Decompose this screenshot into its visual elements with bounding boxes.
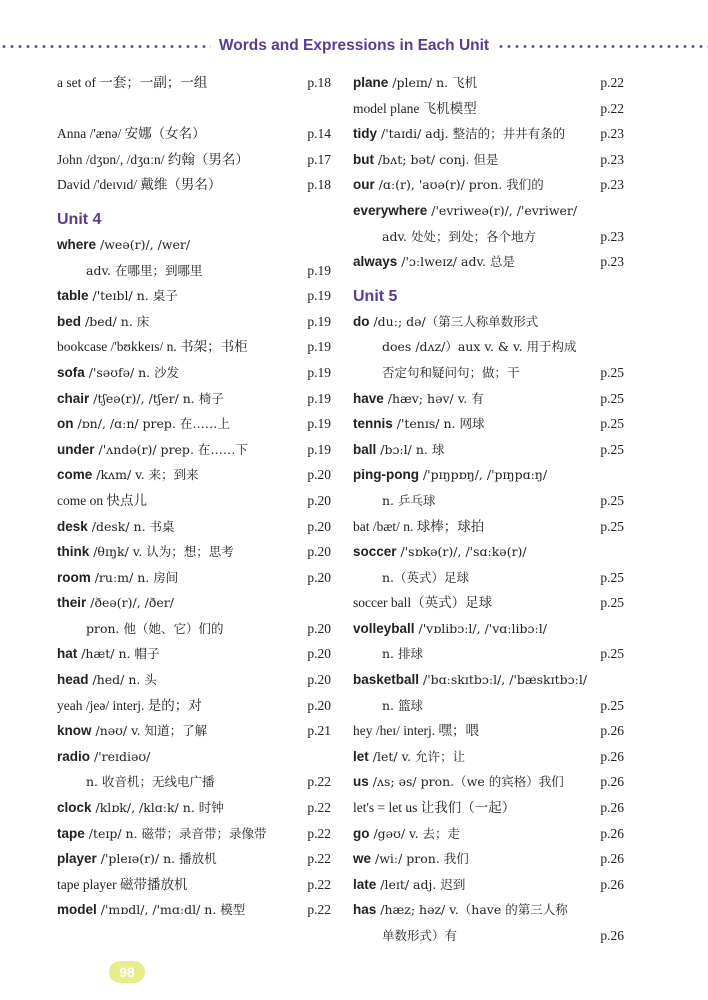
section-title: Words and Expressions in Each Unit	[218, 37, 490, 54]
page-reference: p.25	[600, 390, 624, 406]
vocab-entry	[353, 846, 624, 872]
page-reference: p.20	[307, 672, 331, 688]
entry-text	[57, 565, 178, 592]
entry-definition: /hed/ n. 头	[88, 672, 157, 688]
page-reference: p.19	[307, 288, 331, 304]
page-reference: p.19	[307, 364, 331, 380]
entry-text	[382, 693, 423, 720]
entry-definition: Anna /'ænə/ 安娜（女名）	[57, 126, 206, 142]
page-reference: p.19	[307, 416, 331, 432]
headword: but	[353, 151, 374, 167]
entry-definition: /kʌm/ v. 来；到来	[92, 467, 199, 483]
page-reference: p.20	[307, 646, 331, 662]
vocab-entry	[57, 514, 331, 540]
headword: soccer	[353, 544, 397, 560]
page-reference: p.25	[600, 441, 624, 457]
page-reference: p.20	[307, 544, 331, 560]
entry-text	[353, 590, 492, 617]
entry-text	[57, 437, 248, 464]
entry-definition: tape player 磁带播放机	[57, 876, 188, 892]
entry-definition: David /'deɪvɪd/ 戴维（男名）	[57, 177, 222, 193]
headword: hat	[57, 646, 78, 662]
headword: under	[57, 441, 95, 457]
vocab-entry	[353, 923, 624, 949]
entry-text	[57, 147, 249, 174]
vocab-entry	[353, 147, 624, 173]
entry-definition: n.（英式）足球	[382, 569, 470, 585]
entry-definition: /nəʊ/ v. 知道；了解	[91, 723, 208, 739]
vocab-entry	[353, 411, 624, 437]
entry-text	[353, 872, 465, 899]
entry-definition: a set of 一套；一副；一组	[57, 75, 208, 90]
entry-text	[382, 224, 536, 251]
vocab-entry	[353, 514, 624, 540]
entry-definition: /ðeə(r)/, /ðer/	[86, 595, 174, 611]
entry-text	[57, 590, 174, 617]
entry-text	[353, 386, 484, 413]
entry-definition: pron. 他（她、它）们的	[86, 620, 224, 636]
entry-text	[57, 667, 157, 694]
page-reference: p.22	[307, 902, 331, 918]
vocab-entry	[57, 121, 331, 147]
entry-text	[382, 334, 577, 361]
page-reference: p.26	[600, 876, 624, 892]
headword: model	[57, 902, 97, 918]
headword: tape	[57, 825, 85, 841]
headword: we	[353, 851, 372, 867]
page-reference: p.14	[307, 126, 331, 142]
entry-text	[353, 667, 587, 694]
entry-definition: model plane 飞机模型	[353, 100, 477, 116]
entry-definition: /klɒk/, /klɑːk/ n. 时钟	[91, 800, 224, 816]
vocab-entry	[57, 334, 331, 360]
entry-definition: yeah /jeə/ interj. 是的；对	[57, 697, 202, 713]
entry-definition: /gəʊ/ v. 去；走	[369, 825, 461, 841]
entry-definition: /'tenɪs/ n. 网球	[392, 416, 485, 432]
page-reference: p.18	[307, 177, 331, 193]
headword: go	[353, 825, 370, 841]
page-reference: p.26	[600, 723, 624, 739]
vocab-entry	[353, 437, 624, 463]
headword: know	[57, 723, 92, 739]
headword: us	[353, 774, 369, 790]
vocab-entry	[353, 70, 624, 96]
page-reference: p.20	[307, 569, 331, 585]
headword: clock	[57, 800, 92, 816]
entry-text	[57, 334, 248, 361]
page-reference: p.22	[307, 876, 331, 892]
page-reference: p.23	[600, 151, 624, 167]
entry-definition: /'vɒlibɔːl/, /'vɑːlibɔːl/	[414, 620, 547, 636]
page-reference: p.26	[600, 851, 624, 867]
entry-text	[57, 309, 149, 336]
dotted-rule-left	[0, 45, 211, 48]
entry-definition: John /dʒɒn/, /dʒɑːn/ 约翰（男名）	[57, 151, 249, 167]
headword: sofa	[57, 364, 85, 380]
headword: tennis	[353, 416, 393, 432]
entry-definition: let's = let us 让我们（一起）	[353, 800, 516, 816]
vocab-entry	[353, 795, 624, 821]
entry-definition: soccer ball（英式）足球	[353, 595, 493, 611]
vocab-entry	[353, 590, 624, 616]
page-number-badge	[109, 961, 145, 983]
headword: have	[353, 390, 384, 406]
entry-definition: /ɒn/, /ɑːn/ prep. 在……上	[73, 416, 230, 432]
unit-heading	[353, 275, 624, 309]
entry-definition: come on 快点儿	[57, 492, 147, 508]
headword: has	[353, 902, 377, 918]
entry-definition: n. 篮球	[382, 697, 423, 713]
entry-text	[353, 121, 565, 148]
vocab-entry	[57, 258, 331, 284]
headword: ball	[353, 441, 377, 457]
page-reference: p.23	[600, 126, 624, 142]
vocab-entry	[57, 70, 331, 96]
vocab-entry	[353, 539, 624, 565]
entry-definition: /'taɪdi/ adj. 整洁的；井井有条的	[377, 126, 566, 142]
page-reference: p.25	[600, 416, 624, 432]
entry-text	[353, 70, 477, 97]
vocab-entry	[353, 667, 624, 693]
page-reference: p.19	[307, 339, 331, 355]
entry-text	[57, 795, 224, 822]
entry-text	[57, 411, 230, 438]
vocab-entry	[57, 360, 331, 386]
page-reference: p.18	[307, 75, 331, 90]
vocab-entry	[57, 462, 331, 488]
entry-definition: n. 乒乓球	[382, 492, 436, 508]
entry-definition: /pleɪn/ n. 飞机	[388, 75, 478, 90]
vocab-entry	[353, 488, 624, 514]
entry-definition: 单数形式）有	[382, 928, 458, 943]
entry-definition: /weə(r)/, /wer/	[96, 236, 191, 252]
entry-definition: /wiː/ pron. 我们	[371, 851, 469, 867]
entry-text	[57, 897, 245, 924]
entry-text	[86, 258, 202, 285]
vocab-entry	[57, 309, 331, 335]
entry-text	[57, 872, 187, 899]
vocab-entry	[353, 172, 624, 198]
page-reference: p.25	[600, 697, 624, 713]
entry-text	[353, 897, 568, 924]
entry-text	[86, 769, 215, 796]
page-reference: p.23	[600, 228, 624, 244]
headword: their	[57, 595, 87, 611]
headword: do	[353, 313, 370, 329]
entry-definition: does /dʌz/）aux v. & v. 用于构成	[382, 339, 577, 355]
page-reference: p.22	[307, 825, 331, 841]
headword: plane	[353, 75, 389, 90]
entry-text	[353, 249, 515, 276]
page-reference: p.25	[600, 364, 624, 380]
left-column	[57, 70, 331, 923]
page-reference: p.20	[307, 518, 331, 534]
entry-definition: /desk/ n. 书桌	[87, 518, 175, 534]
right-column	[353, 70, 624, 949]
entry-definition: /'ɔːlweɪz/ adv. 总是	[397, 254, 515, 270]
vocab-entry	[57, 437, 331, 463]
entry-text	[57, 514, 175, 541]
vocab-entry	[353, 360, 624, 386]
entry-text	[353, 198, 577, 225]
vocab-entry	[353, 198, 624, 224]
entry-text	[57, 821, 267, 848]
vocab-entry	[57, 718, 331, 744]
entry-definition: /tʃeə(r)/, /tʃer/ n. 椅子	[89, 390, 224, 406]
page-reference: p.22	[600, 100, 624, 116]
headword: late	[353, 876, 377, 892]
entry-text	[57, 744, 150, 771]
entry-definition: /'ʌndə(r)/ prep. 在……下	[94, 441, 248, 457]
entry-text	[353, 744, 465, 771]
vocab-entry	[57, 590, 331, 616]
entry-definition: hey /heɪ/ interj. 嘿；喂	[353, 723, 479, 739]
entry-definition: /hæz; həz/ v.（have 的第三人称	[376, 902, 568, 918]
vocab-entry	[353, 224, 624, 250]
dotted-rule-right	[497, 45, 708, 48]
page-reference: p.21	[307, 723, 331, 739]
vocab-entry	[353, 693, 624, 719]
entry-definition: /'mɒdl/, /'mɑːdl/ n. 模型	[96, 902, 246, 918]
headword: ping-pong	[353, 467, 419, 483]
headword: on	[57, 416, 74, 432]
vocab-entry	[57, 641, 331, 667]
vocab-entry	[353, 334, 624, 360]
entry-text	[382, 641, 423, 668]
page-reference: p.25	[600, 646, 624, 662]
page-reference: p.19	[307, 313, 331, 329]
entry-text	[57, 283, 178, 310]
headword: room	[57, 569, 91, 585]
vocab-entry	[57, 147, 331, 173]
headword: volleyball	[353, 620, 415, 636]
vocab-entry	[57, 565, 331, 591]
entry-definition: /duː; də/（第三人称单数形式	[369, 313, 539, 329]
page-reference: p.20	[307, 492, 331, 508]
vocab-entry	[57, 667, 331, 693]
entry-definition: /'sɒkə(r)/, /'sɑːkə(r)/	[396, 544, 527, 560]
entry-definition: /ʌs; əs/ pron.（we 的宾格）我们	[368, 774, 564, 790]
entry-definition: /'səʊfə/ n. 沙发	[84, 364, 180, 380]
entry-definition: /hæv; həv/ v. 有	[383, 390, 484, 406]
entry-definition: adv. 在哪里；到哪里	[86, 262, 203, 278]
entry-text	[382, 488, 436, 515]
page-reference: p.20	[307, 467, 331, 483]
vocab-entry	[57, 283, 331, 309]
page-reference: p.26	[600, 774, 624, 790]
headword: table	[57, 288, 89, 304]
entry-text	[57, 360, 179, 387]
vocab-entry	[57, 488, 331, 514]
entry-text	[353, 821, 460, 848]
vocab-entry	[353, 897, 624, 923]
unit-heading-text: Unit 5	[353, 287, 398, 305]
entry-definition: /θɪŋk/ v. 认为；想；思考	[89, 544, 234, 560]
entry-text	[57, 718, 207, 745]
vocab-entry	[57, 846, 331, 872]
entry-text	[353, 309, 538, 336]
page-reference: p.20	[307, 620, 331, 636]
entry-definition: /teɪp/ n. 磁带；录音带；录像带	[84, 825, 267, 841]
vocab-entry	[353, 616, 624, 642]
vocab-entry	[57, 172, 331, 198]
vocab-entry	[57, 693, 331, 719]
vocab-entry	[57, 744, 331, 770]
entry-text	[57, 70, 207, 97]
headword: always	[353, 254, 398, 270]
blank-spacer	[57, 96, 331, 122]
vocab-entry	[353, 249, 624, 275]
entry-definition: /ɑː(r), 'aʊə(r)/ pron. 我们的	[374, 177, 544, 193]
entry-definition: /'reɪdiəʊ/	[90, 748, 151, 764]
entry-definition: n. 收音机；无线电广播	[86, 774, 215, 790]
section-header	[0, 34, 708, 58]
vocab-entry	[353, 96, 624, 122]
headword: tidy	[353, 126, 378, 142]
entry-definition: /'evriweə(r)/, /'evriwer/	[427, 202, 578, 218]
vocab-entry	[57, 769, 331, 795]
page-reference: p.25	[600, 518, 624, 534]
page-number: 98	[119, 964, 135, 980]
headword: bed	[57, 313, 82, 329]
vocab-entry	[57, 539, 331, 565]
entry-definition: /'pleɪə(r)/ n. 播放机	[96, 851, 217, 867]
page-reference: p.22	[307, 800, 331, 816]
entry-text	[353, 96, 477, 123]
page-reference: p.23	[600, 254, 624, 270]
vocab-entry	[57, 616, 331, 642]
entry-text	[353, 411, 484, 438]
entry-definition: adv. 处处；到处；各个地方	[382, 228, 536, 244]
headword: chair	[57, 390, 90, 406]
entry-definition: /'bɑːskɪtbɔːl/, /'bæskɪtbɔːl/	[419, 672, 588, 688]
vocab-entry	[353, 121, 624, 147]
entry-text	[353, 514, 484, 541]
entry-definition: n. 排球	[382, 646, 423, 662]
unit-heading-text: Unit 4	[57, 210, 102, 228]
page-reference: p.22	[307, 851, 331, 867]
unit-heading	[57, 198, 331, 232]
vocab-entry	[353, 641, 624, 667]
entry-text	[353, 172, 544, 199]
headword: let	[353, 748, 369, 764]
page-reference: p.25	[600, 569, 624, 585]
entry-text	[382, 923, 457, 950]
page-reference: p.26	[600, 825, 624, 841]
page-reference: p.19	[307, 441, 331, 457]
entry-definition: /'teɪbl/ n. 桌子	[88, 288, 178, 304]
entry-definition: /hæt/ n. 帽子	[77, 646, 160, 662]
vocab-entry	[353, 744, 624, 770]
vocab-entry	[353, 718, 624, 744]
entry-definition: bat /bæt/ n. 球棒；球拍	[353, 518, 485, 534]
entry-text	[353, 846, 469, 873]
page-reference: p.23	[600, 177, 624, 193]
entry-text	[353, 462, 547, 489]
headword: come	[57, 467, 93, 483]
headword: desk	[57, 518, 88, 534]
headword: player	[57, 851, 97, 867]
vocab-entry	[57, 795, 331, 821]
entry-text	[57, 232, 190, 259]
entry-definition: /'pɪŋpɒŋ/, /'pɪŋpɑːŋ/	[418, 467, 548, 483]
entry-text	[353, 718, 479, 745]
vocab-entry	[57, 386, 331, 412]
headword: where	[57, 236, 97, 252]
entry-text	[353, 147, 498, 174]
page-reference: p.20	[307, 697, 331, 713]
entry-text	[353, 437, 444, 464]
vocab-entry	[57, 232, 331, 258]
entry-text	[353, 616, 547, 643]
page-reference: p.25	[600, 595, 624, 611]
page-reference: p.26	[600, 928, 624, 943]
vocab-entry	[353, 821, 624, 847]
entry-definition: /leɪt/ adj. 迟到	[376, 876, 466, 892]
entry-definition: /bɔːl/ n. 球	[376, 441, 445, 457]
page-reference: p.26	[600, 748, 624, 764]
entry-text	[57, 539, 234, 566]
vocab-entry	[353, 565, 624, 591]
entry-text	[353, 539, 527, 566]
entry-text	[57, 121, 206, 148]
vocab-entry	[57, 411, 331, 437]
entry-text	[57, 641, 159, 668]
vocab-entry	[353, 309, 624, 335]
vocab-entry	[353, 386, 624, 412]
headword: basketball	[353, 672, 420, 688]
entry-text	[57, 488, 147, 515]
entry-text	[57, 693, 202, 720]
vocab-entry	[353, 872, 624, 898]
page-reference: p.22	[600, 75, 624, 90]
headword: everywhere	[353, 202, 428, 218]
entry-text	[57, 172, 221, 199]
entry-text	[353, 769, 564, 796]
vocab-entry	[353, 769, 624, 795]
vocab-entry	[57, 821, 331, 847]
entry-definition: bookcase /'bʊkkeɪs/ n. 书架；书柜	[57, 339, 248, 355]
page-reference: p.26	[600, 800, 624, 816]
page-reference: p.17	[307, 151, 331, 167]
entry-text	[353, 795, 515, 822]
vocab-entry	[57, 872, 331, 898]
entry-definition: /ruːm/ n. 房间	[90, 569, 179, 585]
entry-definition: /bʌt; bət/ conj. 但是	[374, 151, 499, 167]
vocab-entry	[57, 897, 331, 923]
page-reference: p.25	[600, 492, 624, 508]
headword: think	[57, 544, 90, 560]
page-reference: p.22	[307, 774, 331, 790]
headword: radio	[57, 748, 91, 764]
entry-text	[57, 462, 199, 489]
entry-text	[382, 360, 520, 387]
entry-definition: 否定句和疑问句；做；干	[382, 364, 520, 380]
entry-text	[57, 846, 217, 873]
vocab-entry	[353, 462, 624, 488]
entry-text	[57, 386, 224, 413]
entry-text	[86, 616, 224, 643]
entry-text	[382, 565, 469, 592]
entry-definition: /let/ v. 允许；让	[368, 748, 466, 764]
page-reference: p.19	[307, 390, 331, 406]
headword: head	[57, 672, 89, 688]
page-reference: p.19	[307, 262, 331, 278]
entry-definition: /bed/ n. 床	[81, 313, 150, 329]
headword: our	[353, 177, 375, 193]
